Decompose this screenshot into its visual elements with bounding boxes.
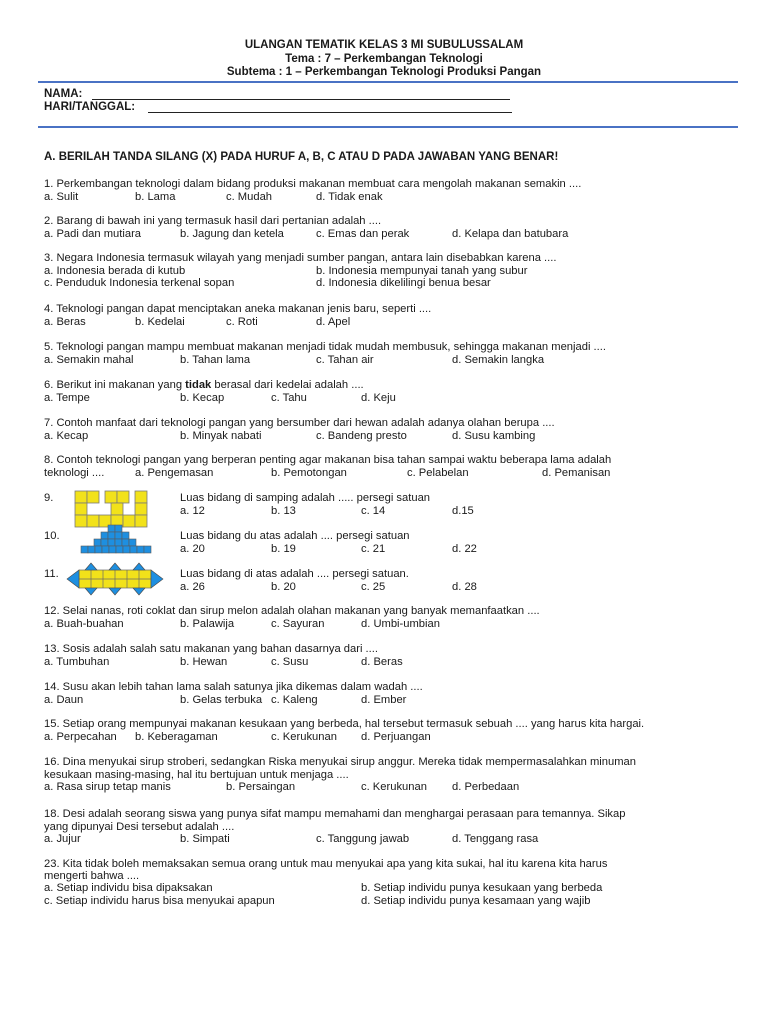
q9-option-d[interactable]: d.15 (452, 505, 474, 517)
question-16-cont: kesukaan masing-masing, hal itu bertujuan untuk menjaga .... (44, 769, 349, 781)
question-8: 8. Contoh teknologi pangan yang berperan penting agar makanan bisa tahan sampai waktu beberapa lama adalah (44, 454, 612, 466)
header-rule-bottom (38, 126, 738, 128)
date-input-line[interactable] (148, 112, 512, 113)
q16-option-d[interactable]: d. Perbedaan (452, 781, 520, 793)
q15-option-d[interactable]: d. Perjuangan (361, 731, 431, 743)
q11-option-b[interactable]: b. 20 (271, 581, 296, 593)
q12-option-b[interactable]: b. Palawija (180, 618, 235, 630)
q18-option-a[interactable]: a. Jujur (44, 833, 81, 845)
q8-option-a[interactable]: a. Pengemasan (135, 467, 214, 479)
q2-option-d[interactable]: d. Kelapa dan batubara (452, 228, 569, 240)
q11-option-d[interactable]: d. 28 (452, 581, 477, 593)
q13-option-b[interactable]: b. Hewan (180, 656, 228, 668)
q6-option-d[interactable]: d. Keju (361, 392, 396, 404)
question-1: 1. Perkembangan teknologi dalam bidang produksi makanan membuat cara mengolah makanan semakin .... (44, 178, 582, 190)
q9-option-c[interactable]: c. 14 (361, 505, 386, 517)
question-9-number: 9. (44, 492, 54, 504)
question-14: 14. Susu akan lebih tahan lama salah satunya jika dikemas dalam wadah .... (44, 681, 423, 693)
question-4: 4. Teknologi pangan dapat menciptakan aneka makanan jenis baru, seperti .... (44, 303, 432, 315)
header-rule-top (38, 81, 738, 83)
q9-grid-figure (74, 490, 150, 528)
q7-option-b[interactable]: b. Minyak nabati (180, 430, 262, 442)
question-23: 23. Kita tidak boleh memaksakan semua orang untuk mau menyukai apa yang kita sukai, hal itu karena kita harus (44, 858, 608, 870)
q13-option-c[interactable]: c. Susu (271, 656, 309, 668)
date-label: HARI/TANGGAL: (44, 101, 136, 113)
question-12: 12. Selai nanas, roti coklat dan sirup melon adalah olahan makanan yang banyak memanfaatkan .... (44, 605, 540, 617)
question-3: 3. Negara Indonesia termasuk wilayah yang menjadi sumber pangan, antara lain disebabkan karena .... (44, 252, 557, 264)
q10-grid-figure (80, 524, 152, 556)
question-11: Luas bidang di atas adalah .... persegi satuan. (180, 568, 409, 580)
q14-option-c[interactable]: c. Kaleng (271, 694, 318, 706)
q9-option-b[interactable]: b. 13 (271, 505, 296, 517)
q5-option-c[interactable]: c. Tahan air (316, 354, 374, 366)
name-input-line[interactable] (92, 99, 510, 100)
q15-option-b[interactable]: b. Keberagaman (135, 731, 218, 743)
question-6: 6. Berikut ini makanan yang tidak berasal dari kedelai adalah .... (44, 379, 364, 391)
q14-option-a[interactable]: a. Daun (44, 694, 84, 706)
question-9: Luas bidang di samping adalah ..... persegi satuan (180, 492, 431, 504)
q4-option-a[interactable]: a. Beras (44, 316, 86, 328)
question-7: 7. Contoh manfaat dari teknologi pangan yang bersumber dari hewan adalah adanya olahan berupa .... (44, 417, 555, 429)
q8-option-b[interactable]: b. Pemotongan (271, 467, 347, 479)
question-5: 5. Teknologi pangan mampu membuat makanan menjadi tidak mudah membusuk, sehingga makanan menjadi .... (44, 341, 606, 353)
q18-option-d[interactable]: d. Tenggang rasa (452, 833, 539, 845)
question-2: 2. Barang di bawah ini yang termasuk hasil dari pertanian adalah .... (44, 215, 382, 227)
q18-option-c[interactable]: c. Tanggung jawab (316, 833, 410, 845)
q3-option-a[interactable]: a. Indonesia berada di kutub (44, 265, 186, 277)
question-13: 13. Sosis adalah salah satu makanan yang bahan dasarnya dari .... (44, 643, 378, 655)
q8-option-c[interactable]: c. Pelabelan (407, 467, 469, 479)
exam-title: ULANGAN TEMATIK KELAS 3 MI SUBULUSSALAM (244, 39, 524, 51)
exam-subtheme: Subtema : 1 – Perkembangan Teknologi Produksi Pangan (226, 66, 542, 78)
emphasis-tidak: tidak (185, 379, 212, 391)
section-a-instruction: A. BERILAH TANDA SILANG (X) PADA HURUF A, B, C ATAU D PADA JAWABAN YANG BENAR! (44, 151, 559, 163)
q10-option-b[interactable]: b. 19 (271, 543, 296, 555)
q7-option-c[interactable]: c. Bandeng presto (316, 430, 407, 442)
question-10: Luas bidang du atas adalah .... persegi satuan (180, 530, 410, 542)
q14-option-d[interactable]: d. Ember (361, 694, 407, 706)
question-16: 16. Dina menyukai sirup stroberi, sedangkan Riska menyukai sirup anggur. Mereka tidak mempermasalahkan minuman (44, 756, 636, 768)
q16-option-a[interactable]: a. Rasa sirup tetap manis (44, 781, 171, 793)
q5-option-b[interactable]: b. Tahan lama (180, 354, 251, 366)
q5-option-d[interactable]: d. Semakin langka (452, 354, 545, 366)
q5-option-a[interactable]: a. Semakin mahal (44, 354, 134, 366)
q11-option-c[interactable]: c. 25 (361, 581, 386, 593)
q16-option-c[interactable]: c. Kerukunan (361, 781, 427, 793)
q6-option-a[interactable]: a. Tempe (44, 392, 90, 404)
q3-option-b[interactable]: b. Indonesia mempunyai tanah yang subur (316, 265, 528, 277)
question-18-cont: yang dipunyai Desi tersebut adalah .... (44, 821, 235, 833)
q15-option-a[interactable]: a. Perpecahan (44, 731, 117, 743)
q12-option-d[interactable]: d. Umbi-umbian (361, 618, 440, 630)
q11-grid-figure (66, 562, 164, 596)
q15-option-c[interactable]: c. Kerukunan (271, 731, 337, 743)
q12-option-c[interactable]: c. Sayuran (271, 618, 325, 630)
q10-option-d[interactable]: d. 22 (452, 543, 477, 555)
q4-option-c[interactable]: c. Roti (226, 316, 258, 328)
q14-option-b[interactable]: b. Gelas terbuka (180, 694, 263, 706)
q4-option-b[interactable]: b. Kedelai (135, 316, 185, 328)
q10-option-c[interactable]: c. 21 (361, 543, 386, 555)
q7-option-d[interactable]: d. Susu kambing (452, 430, 536, 442)
question-15: 15. Setiap orang mempunyai makanan kesukaan yang berbeda, hal tersebut termasuk sebuah .... yang harus kita hargai. (44, 718, 645, 730)
question-18: 18. Desi adalah seorang siswa yang punya sifat mampu memahami dan menghargai perasaan para temannya. Sikap (44, 808, 626, 820)
q1-option-a[interactable]: a. Sulit (44, 191, 79, 203)
q2-option-b[interactable]: b. Jagung dan ketela (180, 228, 284, 240)
exam-theme: Tema : 7 – Perkembangan Teknologi (285, 53, 483, 65)
name-label: NAMA: (44, 88, 83, 100)
question-8-cont: teknologi .... (44, 467, 105, 479)
q7-option-a[interactable]: a. Kecap (44, 430, 89, 442)
q2-option-a[interactable]: a. Padi dan mutiara (44, 228, 142, 240)
q10-option-a[interactable]: a. 20 (180, 543, 205, 555)
q12-option-a[interactable]: a. Buah-buahan (44, 618, 124, 630)
q9-option-a[interactable]: a. 12 (180, 505, 205, 517)
q3-option-c[interactable]: c. Penduduk Indonesia terkenal sopan (44, 277, 235, 289)
q23-option-c[interactable]: c. Setiap individu harus bisa menyukai apapun (44, 895, 275, 907)
q11-option-a[interactable]: a. 26 (180, 581, 205, 593)
q16-option-b[interactable]: b. Persaingan (226, 781, 296, 793)
q2-option-c[interactable]: c. Emas dan perak (316, 228, 410, 240)
question-10-number: 10. (44, 530, 60, 542)
q8-option-d[interactable]: d. Pemanisan (542, 467, 611, 479)
question-11-number: 11. (44, 568, 59, 580)
q23-option-a[interactable]: a. Setiap individu bisa dipaksakan (44, 882, 213, 894)
q23-option-b[interactable]: b. Setiap individu punya kesukaan yang berbeda (361, 882, 603, 894)
q13-option-a[interactable]: a. Tumbuhan (44, 656, 110, 668)
q13-option-d[interactable]: d. Beras (361, 656, 403, 668)
q6-option-b[interactable]: b. Kecap (180, 392, 225, 404)
q1-option-d[interactable]: d. Tidak enak (316, 191, 383, 203)
q4-option-d[interactable]: d. Apel (316, 316, 351, 328)
q6-option-c[interactable]: c. Tahu (271, 392, 307, 404)
q1-option-c[interactable]: c. Mudah (226, 191, 273, 203)
q23-option-d[interactable]: d. Setiap individu punya kesamaan yang wajib (361, 895, 591, 907)
q1-option-b[interactable]: b. Lama (135, 191, 176, 203)
q3-option-d[interactable]: d. Indonesia dikelilingi benua besar (316, 277, 491, 289)
q18-option-b[interactable]: b. Simpati (180, 833, 230, 845)
question-23-cont: mengerti bahwa .... (44, 870, 140, 882)
